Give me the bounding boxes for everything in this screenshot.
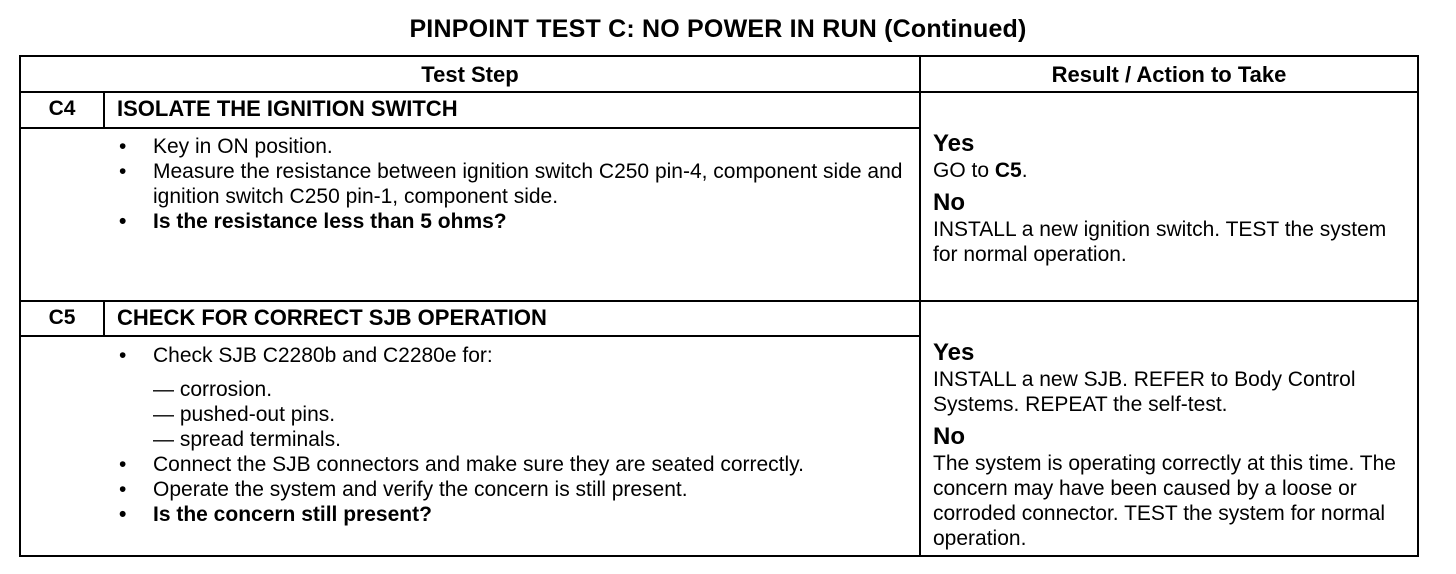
c4-no-label: No xyxy=(933,189,965,216)
c4-step-list xyxy=(117,134,907,234)
c5-no-label: No xyxy=(933,423,965,450)
c4-no-text: INSTALL a new ignition switch. TEST the system for normal operation. xyxy=(933,218,1387,266)
list-item: • Key in ON position. xyxy=(117,134,907,159)
c5-name-underline xyxy=(21,335,919,337)
c4-yes-text xyxy=(933,158,1413,183)
column-divider xyxy=(919,57,921,555)
list-subitem: — corrosion. xyxy=(153,378,273,401)
row-divider xyxy=(21,300,1417,302)
list-subitem: — pushed-out pins. xyxy=(153,403,336,426)
step-id-c5: C5 xyxy=(48,306,76,329)
list-item-question: • Is the concern still present? xyxy=(117,502,907,527)
step-id-c4: C4 xyxy=(48,97,76,120)
step-name-c4: ISOLATE THE IGNITION SWITCH xyxy=(117,96,458,121)
c4-result xyxy=(933,130,1413,267)
header-test-step: Test Step xyxy=(421,62,519,87)
c5-yes-label: Yes xyxy=(933,339,975,366)
list-subitem: — spread terminals. xyxy=(153,428,341,451)
c5-id-divider xyxy=(103,302,105,336)
list-item: • Connect the SJB connectors and make sure they are seated correctly. xyxy=(117,452,907,477)
c5-step-list xyxy=(117,343,907,527)
page-title: PINPOINT TEST C: NO POWER IN RUN (Continued) xyxy=(409,15,1027,43)
header-result-action: Result / Action to Take xyxy=(1051,62,1287,87)
c5-no-text: The system is operating correctly at this time. The concern may have been caused by a loose or corroded connector. TEST the system for normal operation. xyxy=(933,452,1396,550)
c5-result xyxy=(933,339,1413,551)
c5-yes-text: INSTALL a new SJB. REFER to Body Control Systems. REPEAT the self-test. xyxy=(933,368,1356,416)
list-item-question: • Is the resistance less than 5 ohms? xyxy=(117,209,907,234)
c4-yes-prefix: GO to xyxy=(933,159,995,182)
list-item: • Measure the resistance between ignition switch C250 pin-4, component side and ignition switch C250 pin-1, component side. xyxy=(117,159,907,209)
c4-id-divider xyxy=(103,93,105,128)
list-item: • Check SJB C2280b and C2280e for: xyxy=(117,343,907,368)
c4-yes-step-ref: C5 xyxy=(994,159,1022,182)
list-item: • Operate the system and verify the concern is still present. xyxy=(117,477,907,502)
c4-name-underline xyxy=(21,127,919,129)
step-name-c5: CHECK FOR CORRECT SJB OPERATION xyxy=(117,305,547,330)
c4-yes-label: Yes xyxy=(933,130,975,157)
c4-yes-suffix: . xyxy=(1021,159,1028,182)
pinpoint-test-table xyxy=(19,55,1419,557)
